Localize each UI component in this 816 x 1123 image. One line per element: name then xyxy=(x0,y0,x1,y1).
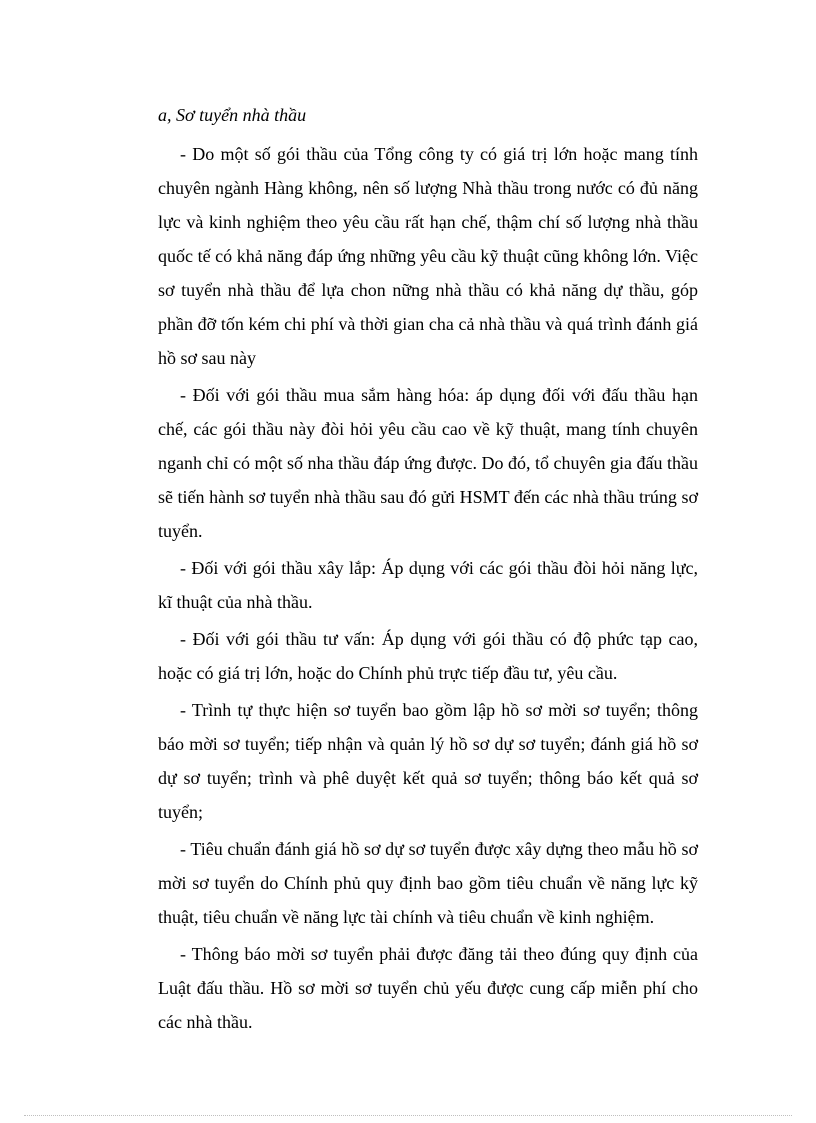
paragraph: - Tiêu chuẩn đánh giá hồ sơ dự sơ tuyển được xây dựng theo mẫu hồ sơ mời sơ tuyển do Chính phủ quy định bao gồm tiêu chuẩn về năng lực kỹ thuật, tiêu chuẩn về năng lực tài chính và tiêu chuẩn về kinh nghiệm. xyxy=(158,839,698,927)
page-bottom-divider xyxy=(24,1115,792,1116)
paragraph: - Đối với gói thầu mua sắm hàng hóa: áp dụng đối với đấu thầu hạn chế, các gói thầu này đòi hỏi yêu cầu cao về kỹ thuật, mang tính chuyên nganh chỉ có một số nha thầu đáp ứng được. Do đó, tổ chuyên gia đấu thầu sẽ tiến hành sơ tuyển nhà thầu sau đó gửi HSMT đến các nhà thầu trúng sơ tuyển. xyxy=(158,385,698,541)
paragraph: - Thông báo mời sơ tuyển phải được đăng tải theo đúng quy định của Luật đấu thầu. Hồ sơ mời sơ tuyển chủ yếu được cung cấp miễn phí cho các nhà thầu. xyxy=(158,944,698,1032)
section-heading: a, Sơ tuyển nhà thầu xyxy=(158,105,307,125)
paragraph: - Đối với gói thầu tư vấn: Áp dụng với gói thầu có độ phức tạp cao, hoặc có giá trị lớn, hoặc do Chính phủ trực tiếp đầu tư, yêu cầu. xyxy=(158,629,698,683)
document-body xyxy=(158,137,698,1042)
paragraph: - Do một số gói thầu của Tổng công ty có giá trị lớn hoặc mang tính chuyên ngành Hàng không, nên số lượng Nhà thầu trong nước có đủ năng lực và kinh nghiệm theo yêu cầu rất hạn chế, thậm chí số lượng nhà thầu quốc tế có khả năng đáp ứng những yêu cầu kỹ thuật cũng không lớn. Việc sơ tuyển nhà thầu để lựa chon nững nhà thầu có khả năng dự thầu, góp phần đỡ tốn kém chi phí và thời gian cha cả nhà thầu và quá trình đánh giá hồ sơ sau này xyxy=(158,144,698,368)
paragraph: - Trình tự thực hiện sơ tuyển bao gồm lập hồ sơ mời sơ tuyển; thông báo mời sơ tuyển; tiếp nhận và quản lý hồ sơ dự sơ tuyển; đánh giá hồ sơ dự sơ tuyển; trình và phê duyệt kết quả sơ tuyển; thông báo kết quả sơ tuyển; xyxy=(158,700,698,822)
paragraph: - Đối với gói thầu xây lắp: Áp dụng với các gói thầu đòi hỏi năng lực, kĩ thuật của nhà thầu. xyxy=(158,558,698,612)
